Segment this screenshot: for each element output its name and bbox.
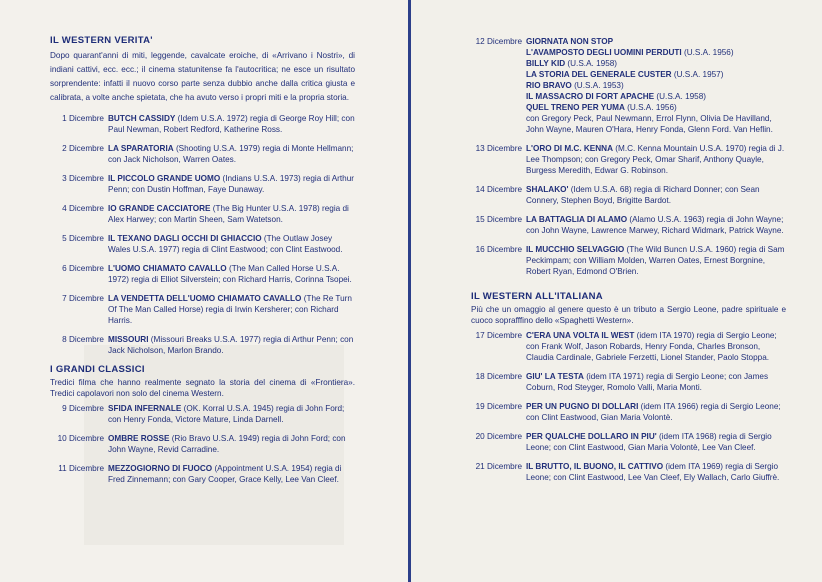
entry-description bbox=[526, 371, 786, 393]
film-info: (idem ITA 1969) regia di Sergio Leone; con Clint Eastwood, Lee Van Cleef, Ely Wallach, Carlo Giuffrè. bbox=[526, 462, 780, 482]
right-page bbox=[411, 0, 822, 582]
section-intro: Tredici filma che hanno realmente segnato la storia del cinema di «Frontiera». Tredici capolavori non solo del cinema Western. bbox=[50, 378, 355, 398]
program-entry bbox=[471, 371, 786, 393]
entry-date: 21 Dicembre bbox=[475, 462, 522, 471]
film-title: SFIDA INFERNALE bbox=[108, 404, 182, 413]
program-entry bbox=[471, 401, 786, 423]
program-entry bbox=[50, 293, 355, 326]
entry-date: 1 Dicembre bbox=[62, 114, 104, 123]
section-intro: Dopo quarant'anni di miti, leggende, cavalcate eroiche, di «Arrivano i Nostri», di indiani cattivi, ecc. ecc.; il cinema statunitense fa l'autocritica; ne esce un risultato sorprendente: infatti il nuovo corso parte senza dubbio anche dalla critica giusta e calibrata, a volte anche spietata, che ha avuto verso i propri miti e la propria storia. bbox=[50, 51, 355, 102]
program-entry bbox=[471, 431, 786, 453]
film-title: RIO BRAVO bbox=[526, 81, 572, 90]
entry-date: 2 Dicembre bbox=[62, 144, 104, 153]
film-title: SHALAKO' bbox=[526, 185, 569, 194]
program-entry bbox=[471, 143, 786, 176]
entry-description bbox=[526, 184, 786, 206]
film-title: L'ORO DI M.C. KENNA bbox=[526, 144, 614, 153]
program-entry bbox=[471, 184, 786, 206]
program-entry bbox=[50, 403, 355, 425]
program-entry bbox=[50, 233, 355, 255]
film-title: MISSOURI bbox=[108, 335, 149, 344]
entry-description bbox=[526, 401, 786, 423]
marathon-films bbox=[526, 36, 786, 135]
film-line bbox=[526, 102, 786, 113]
entry-description bbox=[108, 113, 355, 135]
film-title: LA BATTAGLIA DI ALAMO bbox=[526, 215, 628, 224]
film-info: (OK. Korral U.S.A. 1945) regia di John Ford; con Henry Fonda, Victore Mature, Linda Darnell. bbox=[108, 404, 345, 424]
marathon-heading: GIORNATA NON STOP bbox=[526, 37, 614, 46]
program-entry bbox=[471, 330, 786, 363]
section-heading: IL WESTERN VERITA' bbox=[50, 35, 153, 46]
program-entry bbox=[471, 244, 786, 277]
film-title: LA SPARATORIA bbox=[108, 144, 174, 153]
entry-date: 14 Dicembre bbox=[475, 185, 522, 194]
entry-description bbox=[526, 214, 786, 236]
film-title: L'AVAMPOSTO DEGLI UOMINI PERDUTI bbox=[526, 48, 682, 57]
left-page-content bbox=[50, 35, 355, 493]
film-line bbox=[526, 80, 786, 91]
entry-date: 12 Dicembre bbox=[475, 37, 522, 46]
entry-description bbox=[108, 143, 355, 165]
film-title: IL MUCCHIO SELVAGGIO bbox=[526, 245, 625, 254]
film-info: (Appointment U.S.A. 1954) regia di Fred Zinnemann; con Gary Cooper, Grace Kelly, Lee Van Cleef. bbox=[108, 464, 342, 484]
entry-date: 6 Dicembre bbox=[62, 264, 104, 273]
film-info: (Idem U.S.A. 68) regia di Richard Donner; con Sean Connery, Stephen Boyd, Brigitte Bardot. bbox=[526, 185, 760, 205]
film-info: (idem ITA 1971) regia di Sergio Leone; con James Coburn, Rod Steyger, Romolo Valli, Maria Monti. bbox=[526, 372, 769, 392]
program-entry bbox=[471, 214, 786, 236]
section-heading: IL WESTERN ALL'ITALIANA bbox=[471, 291, 603, 302]
entry-date: 8 Dicembre bbox=[62, 335, 104, 344]
entry-description bbox=[108, 433, 355, 455]
film-title: LA STORIA DEL GENERALE CUSTER bbox=[526, 70, 672, 79]
entry-description bbox=[108, 233, 355, 255]
film-info: (U.S.A. 1957) bbox=[673, 70, 724, 79]
film-title: IL PICCOLO GRANDE UOMO bbox=[108, 174, 221, 183]
program-entry bbox=[50, 263, 355, 285]
film-info: (U.S.A. 1958) bbox=[656, 92, 707, 101]
film-title: PER UN PUGNO DI DOLLARI bbox=[526, 402, 639, 411]
entry-description bbox=[108, 403, 355, 425]
entry-description bbox=[108, 293, 355, 326]
film-title: OMBRE ROSSE bbox=[108, 434, 170, 443]
film-info: (Alamo U.S.A. 1963) regia di John Wayne; con John Wayne, Lawrence Marwey, Richard Widmark, Patrick Wayne. bbox=[526, 215, 784, 235]
entry-date: 15 Dicembre bbox=[475, 215, 522, 224]
program-entry bbox=[50, 433, 355, 455]
film-info: (The Outlaw Josey Wales U.S.A. 1977) regia di Clint Eastwood; con Clint Eastwood. bbox=[108, 234, 343, 254]
entry-description bbox=[526, 431, 786, 453]
film-info: (Missouri Breaks U.S.A. 1977) regia di Arthur Penn; con Jack Nicholson, Marlon Brando. bbox=[108, 335, 354, 355]
film-title: IL MASSACRO DI FORT APACHE bbox=[526, 92, 655, 101]
film-info: (Indians U.S.A. 1973) regia di Arthur Penn; con Dustin Hoffman, Faye Dunaway. bbox=[108, 174, 355, 194]
entry-description bbox=[108, 263, 355, 285]
film-title: IL BRUTTO, IL BUONO, IL CATTIVO bbox=[526, 462, 664, 471]
program-entry bbox=[50, 143, 355, 165]
film-title: QUEL TRENO PER YUMA bbox=[526, 103, 625, 112]
entry-date: 9 Dicembre bbox=[62, 404, 104, 413]
program-entry bbox=[50, 173, 355, 195]
film-info: (The Man Called Horse U.S.A. 1972) regia di Elliot Silverstein; con Richard Harris, Corinna Tsopei. bbox=[108, 264, 352, 284]
left-page bbox=[0, 0, 409, 582]
entry-description bbox=[108, 334, 355, 356]
film-line bbox=[526, 47, 786, 58]
entry-date: 18 Dicembre bbox=[475, 372, 522, 381]
film-title: C'ERA UNA VOLTA IL WEST bbox=[526, 331, 635, 340]
film-info: (U.S.A. 1956) bbox=[627, 103, 677, 112]
entry-date: 3 Dicembre bbox=[62, 174, 104, 183]
entry-date: 5 Dicembre bbox=[62, 234, 104, 243]
entry-date: 7 Dicembre bbox=[62, 294, 104, 303]
entry-date: 19 Dicembre bbox=[475, 402, 522, 411]
film-info: (M.C. Kenna Mountain U.S.A. 1970) regia di J. Lee Thompson; con Gregory Peck, Omar Sharif, Anthony Quayle, Burgess Meredith, Edwar G. Robinson. bbox=[526, 144, 785, 175]
film-title: BUTCH CASSIDY bbox=[108, 114, 176, 123]
film-title: MEZZOGIORNO DI FUOCO bbox=[108, 464, 213, 473]
entry-description bbox=[526, 461, 786, 483]
film-title: IO GRANDE CACCIATORE bbox=[108, 204, 211, 213]
entry-date: 16 Dicembre bbox=[475, 245, 522, 254]
film-title: LA VENDETTA DELL'UOMO CHIAMATO CAVALLO bbox=[108, 294, 302, 303]
film-title: L'UOMO CHIAMATO CAVALLO bbox=[108, 264, 227, 273]
entry-date: 20 Dicembre bbox=[475, 432, 522, 441]
film-info: (The Wild Buncn U.S.A. 1960) regia di Sam Peckimpam; con William Molden, Warren Oates, Ernest Borgnine, Robert Ryan, Edmond O'Brien. bbox=[526, 245, 785, 276]
film-info: (The Re Turn Of The Man Called Horse) regia di Irwin Kersherer; con Richard Harris. bbox=[108, 294, 352, 325]
entry-description bbox=[108, 203, 355, 225]
film-title: BILLY KID bbox=[526, 59, 566, 68]
program-entry bbox=[50, 463, 355, 485]
section-heading: I GRANDI CLASSICI bbox=[50, 364, 145, 375]
entry-date: 4 Dicembre bbox=[62, 204, 104, 213]
film-info: (idem ITA 1968) regia di Sergio Leone; con Clint Eastwood, Gian Maria Volontè, Lee Van Cleef. bbox=[526, 432, 772, 452]
entry-date: 11 Dicembre bbox=[58, 464, 104, 473]
program-entry bbox=[50, 113, 355, 135]
film-info: (idem ITA 1966) regia di Sergio Leone; con Clint Eastwood, Gian Maria Volontè. bbox=[526, 402, 781, 422]
film-info: (idem ITA 1970) regia di Sergio Leone; con Frank Wolf, Jason Robards, Henry Fonda, Charles Bronson, Claudia Cardinale, Gabriele Ferzetti, Lionel Stander, Paolo Stoppa. bbox=[526, 331, 777, 362]
section-intro: Più che un omaggio al genere questo è un tributo a Sergio Leone, padre spirituale e cuoco soprafffino dello «Spaghetti Western». bbox=[471, 305, 786, 325]
film-info: (U.S.A. 1956) bbox=[683, 48, 734, 57]
entry-description bbox=[526, 143, 786, 176]
film-info: (U.S.A. 1953) bbox=[574, 81, 624, 90]
film-title: GIU' LA TESTA bbox=[526, 372, 584, 381]
entry-date: 10 Dicembre bbox=[57, 434, 104, 443]
entry-date: 17 Dicembre bbox=[475, 331, 522, 340]
right-page-content bbox=[471, 36, 786, 491]
program-entry bbox=[50, 203, 355, 225]
program-entry bbox=[50, 334, 355, 356]
entry-description bbox=[108, 173, 355, 195]
film-line bbox=[526, 58, 786, 69]
film-info: (Idem U.S.A. 1972) regia di George Roy Hill; con Paul Newman, Robert Redford, Katherine Ross. bbox=[108, 114, 355, 134]
film-title: IL TEXANO DAGLI OCCHI DI GHIACCIO bbox=[108, 234, 262, 243]
marathon-entry bbox=[471, 36, 786, 135]
film-info: (U.S.A. 1958) bbox=[567, 59, 618, 68]
entry-date: 13 Dicembre bbox=[475, 144, 522, 153]
film-line bbox=[526, 91, 786, 102]
program-entry bbox=[471, 461, 786, 483]
marathon-cast: con Gregory Peck, Paul Newmann, Errol Flynn, Olivia De Havilland, John Wayne, Mauren O'Hara, Henry Fonda, Glenn Ford. Van Heflin. bbox=[526, 114, 773, 134]
entry-description bbox=[108, 463, 355, 485]
entry-description bbox=[526, 330, 786, 363]
film-info: (The Big Hunter U.S.A. 1978) regia di Alex Harwey; con Martin Sheen, Sam Watetson. bbox=[108, 204, 349, 224]
film-info: (Shooting U.S.A. 1979) regia di Monte Hellmann; con Jack Nicholson, Warren Oates. bbox=[108, 144, 354, 164]
film-title: PER QUALCHE DOLLARO IN PIU' bbox=[526, 432, 657, 441]
entry-description bbox=[526, 244, 786, 277]
film-info: (Rio Bravo U.S.A. 1949) regia di John Ford; con John Wayne, Revid Carradine. bbox=[108, 434, 346, 454]
film-line bbox=[526, 69, 786, 80]
